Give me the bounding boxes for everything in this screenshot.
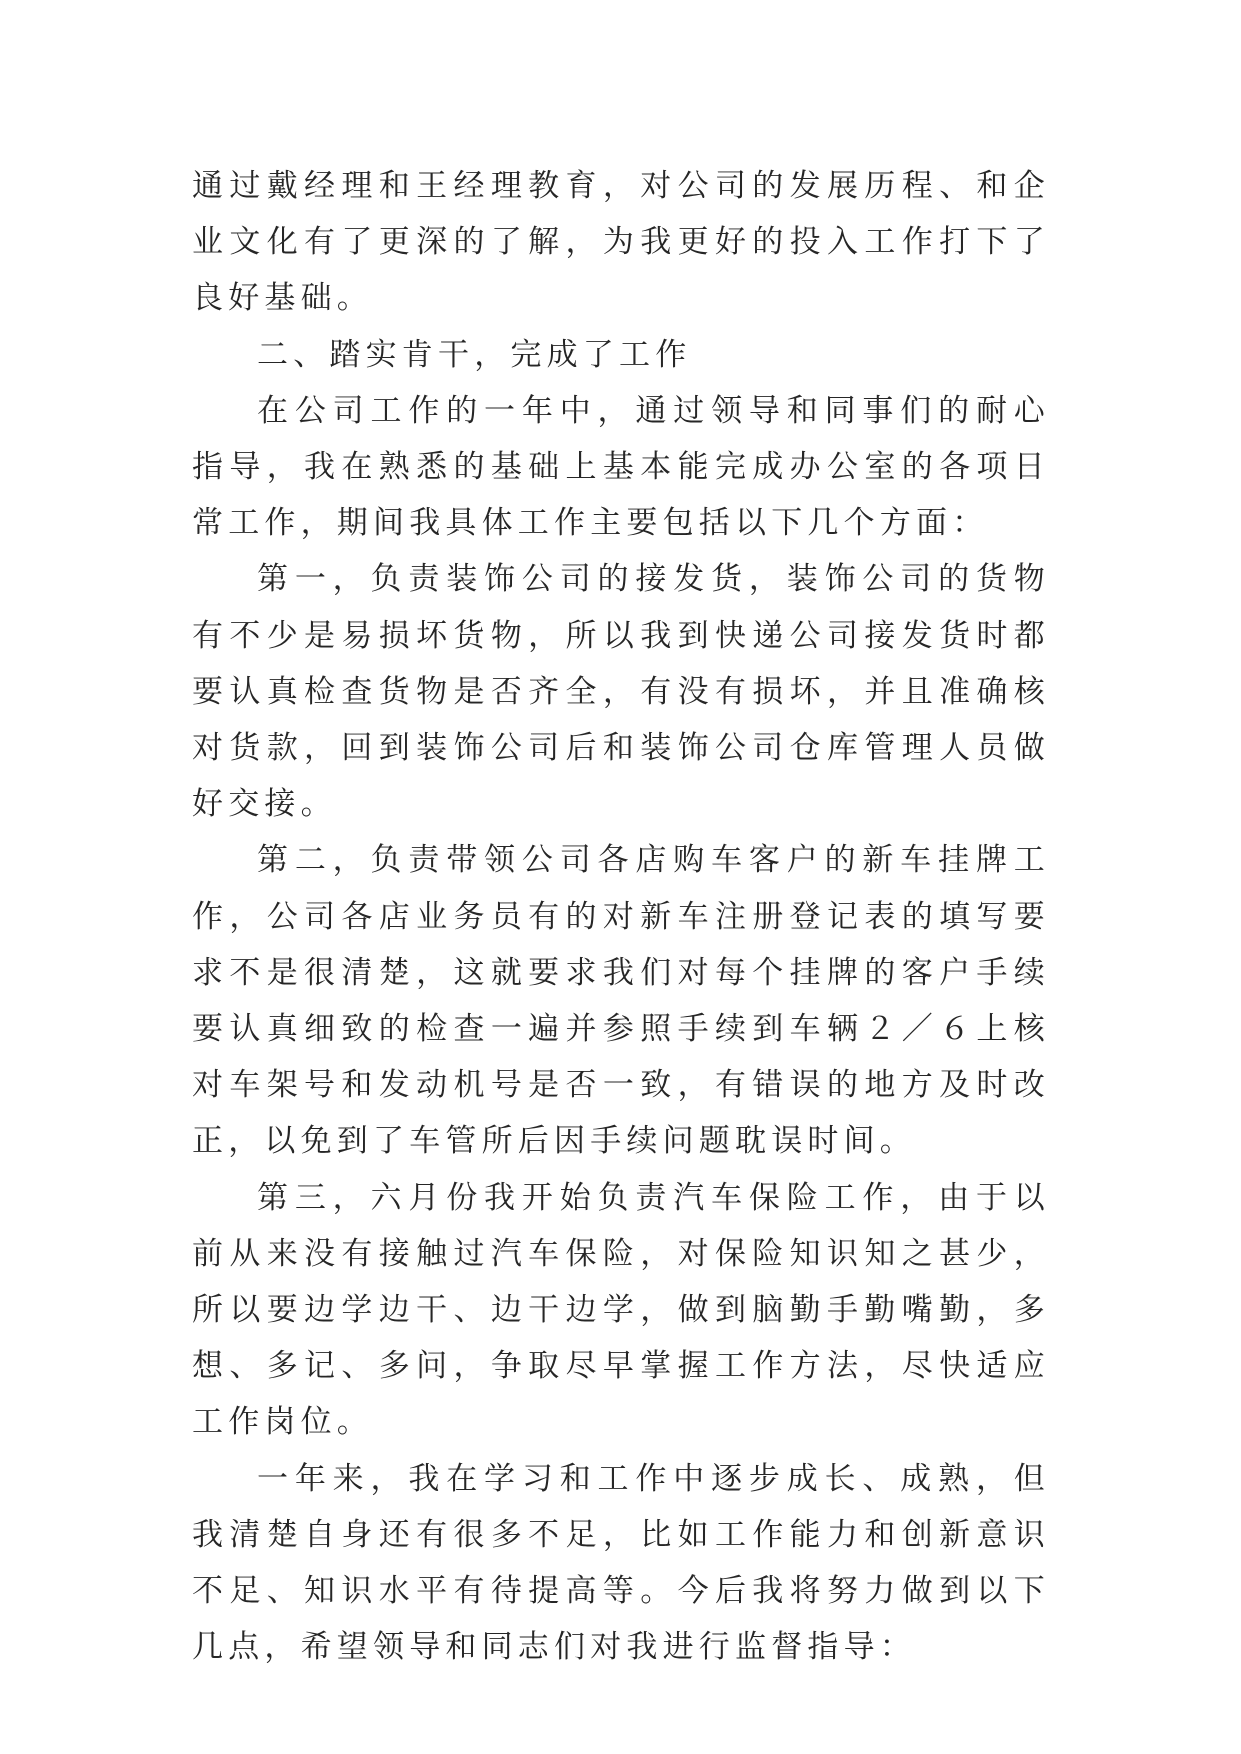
document-body: [192, 158, 1050, 1675]
paragraph-3: 第一，负责装饰公司的接发货，装饰公司的货物有不少是易损坏货物，所以我到快递公司接发货时都要认真检查货物是否齐全，有没有损坏，并且准确核对货款，回到装饰公司后和装饰公司仓库管理人员做好交接。: [192, 561, 1050, 823]
section-heading: 二、踏实肯干，完成了工作: [257, 336, 692, 373]
paragraph-1: 通过戴经理和王经理教育，对公司的发展历程、和企业文化有了更深的了解，为我更好的投入工作打下了良好基础。: [192, 168, 1050, 317]
paragraph-6: 一年来，我在学习和工作中逐步成长、成熟，但我清楚自身还有很多不足，比如工作能力和创新意识不足、知识水平有待提高等。今后我将努力做到以下几点，希望领导和同志们对我进行监督指导：: [192, 1460, 1050, 1666]
paragraph-4: 第二，负责带领公司各店购车客户的新车挂牌工作，公司各店业务员有的对新车注册登记表的填写要求不是很清楚，这就要求我们对每个挂牌的客户手续要认真细致的检查一遍并参照手续到车辆２／６上核对车架号和发动机号是否一致，有错误的地方及时改正，以免到了车管所后因手续问题耽误时间。: [192, 842, 1050, 1160]
paragraph-2: 在公司工作的一年中，通过领导和同事们的耐心指导，我在熟悉的基础上基本能完成办公室的各项日常工作，期间我具体工作主要包括以下几个方面：: [192, 392, 1050, 542]
paragraph-5: 第三，六月份我开始负责汽车保险工作，由于以前从来没有接触过汽车保险，对保险知识知之甚少，所以要边学边干、边干边学，做到脑勤手勤嘴勤，多想、多记、多问，争取尽早掌握工作方法，尽快适应工作岗位。: [192, 1179, 1050, 1441]
